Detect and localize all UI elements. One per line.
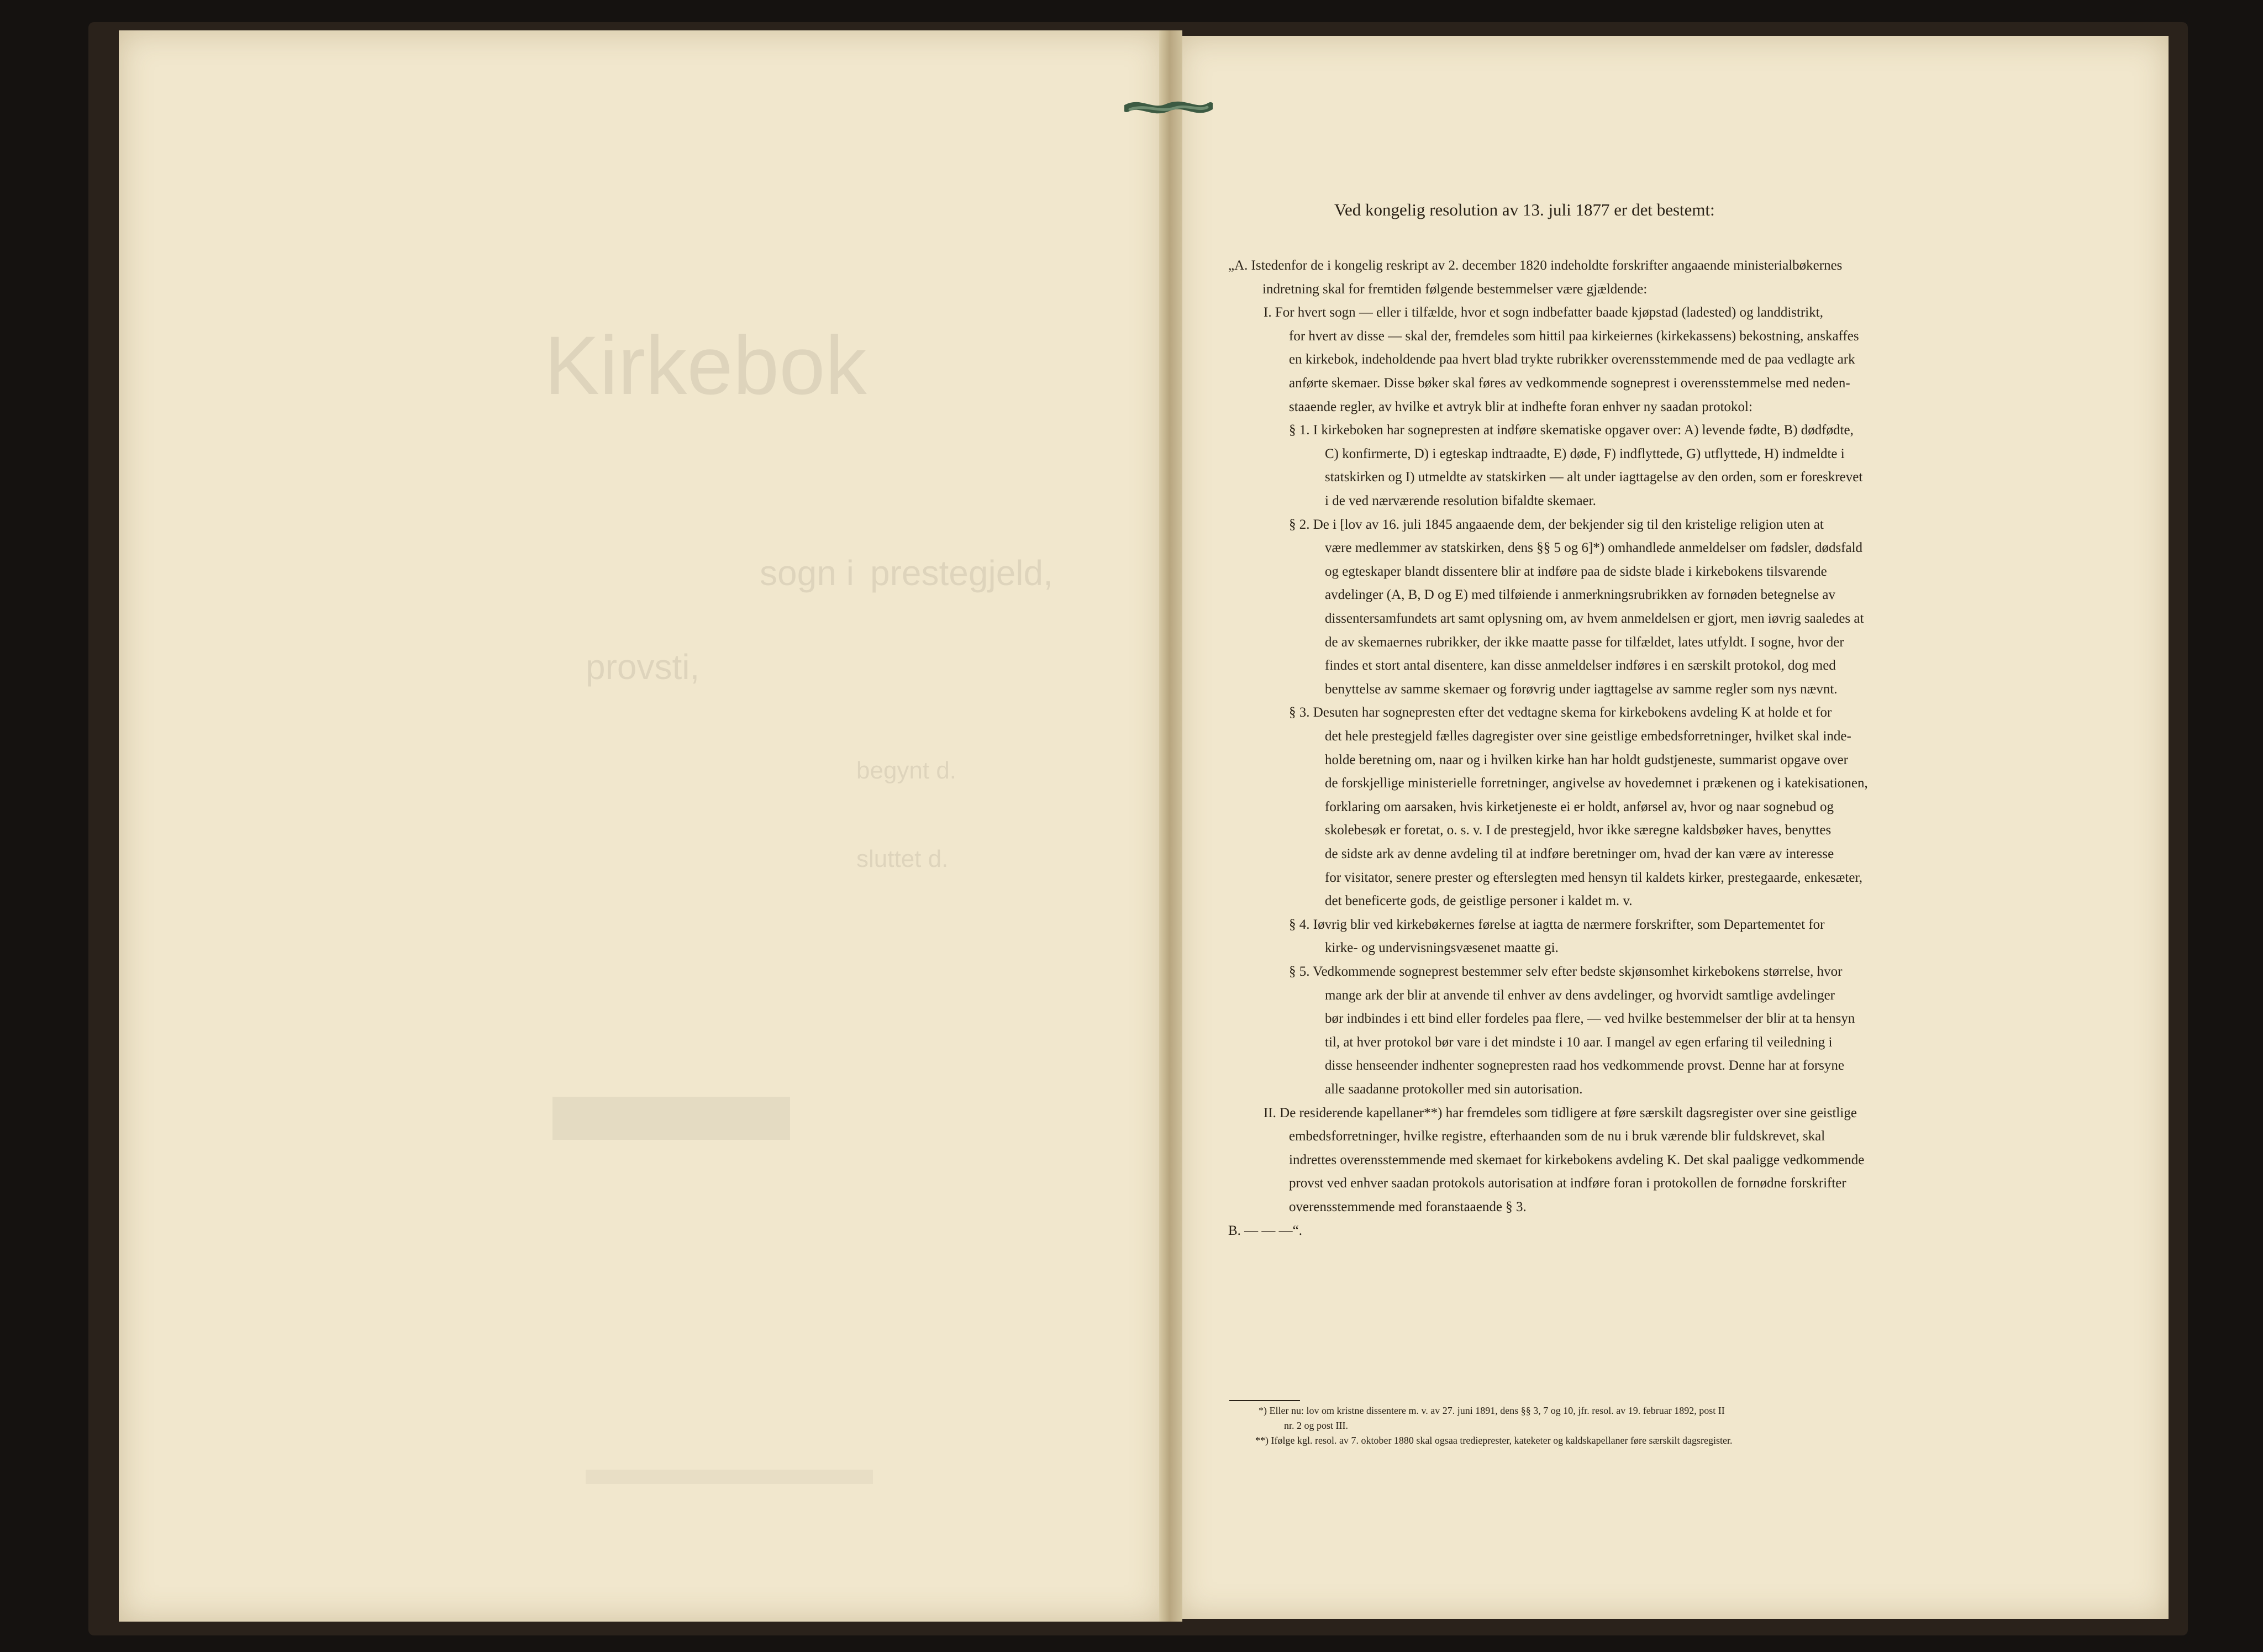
text-line: overensstemmende med foranstaaende § 3. — [1289, 1199, 1527, 1214]
faint-imprint — [586, 1470, 873, 1484]
text-line: findes et stort antal disentere, kan disse anmeldelser indføres i en særskilt protokol, dog med — [1325, 658, 1836, 673]
text-line: alle saadanne protokoller med sin autorisation. — [1325, 1082, 1583, 1097]
text-line: § 3. Desuten har sognepresten efter det vedtagne skema for kirkebokens avdeling K at holde et for — [1289, 705, 1832, 720]
text-line: de forskjellige ministerielle forretninger, angivelse av hovedemnet i prækenen og i katekisationen, — [1325, 776, 1868, 791]
text-line: og egteskaper blandt dissentere blir at indføre paa de sidste blade i kirkebokens tilsvarende — [1325, 564, 1827, 579]
text-line: kirke- og undervisningsvæsenet maatte gi. — [1325, 940, 1559, 955]
text-line: holde beretning om, naar og i hvilken kirke han har holdt gudstjeneste, summarist opgave over — [1325, 753, 1848, 767]
text-line: embedsforretninger, hvilke registre, efterhaanden som de nu i bruk værende blir fuldskrevet, skal — [1289, 1129, 1825, 1144]
text-line: indretning skal for fremtiden følgende bestemmelser være gjældende: — [1262, 282, 1648, 297]
text-line: for visitator, senere prester og efterslegten med hensyn til kaldets kirker, prestegaarde, enkesæter, — [1325, 870, 1863, 885]
footnote-line: *) Eller nu: lov om kristne dissentere m. v. av 27. juni 1891, dens §§ 3, 7 og 10, jfr. resol. av 19. februar 1892, post II — [1259, 1405, 1725, 1416]
text-line: til, at hver protokol bør vare i det mindste i 10 aar. I mangel av egen erfaring til veiledning i — [1325, 1035, 1833, 1050]
text-line: C) konfirmerte, D) i egteskap indtraadte, E) døde, F) indflyttede, G) utflyttede, H) indmeldte i — [1325, 446, 1845, 461]
faint-stamp — [552, 1097, 790, 1140]
text-line: § 1. I kirkeboken har sognepresten at indføre skematiske opgaver over: A) levende fødte, B) dødfødte, — [1289, 423, 1854, 438]
text-line: anførte skemaer. Disse bøker skal føres av vedkommende sogneprest i overensstemmelse med neden- — [1289, 376, 1850, 391]
text-line: indrettes overensstemmende med skemaet for kirkebokens avdeling K. Det skal paaligge vedkommende — [1289, 1153, 1865, 1167]
left-page — [119, 30, 1164, 1622]
book-spine — [1159, 30, 1182, 1622]
text-line: de av skemaernes rubrikker, der ikke maatte passe for tilfældet, lates utfyldt. I sogne, hvor der — [1325, 635, 1844, 650]
faint-title: Kirkebok — [544, 319, 867, 412]
text-line: I. For hvert sogn — eller i tilfælde, hvor et sogn indbefatter baade kjøpstad (ladested) og landdistrikt, — [1264, 305, 1823, 320]
text-line: en kirkebok, indeholdende paa hvert blad trykte rubrikker overensstemmende med de paa vedlagte ark — [1289, 352, 1855, 367]
text-line: „A. Istedenfor de i kongelig reskript av 2. december 1820 indeholdte forskrifter angaaende ministerialbøkernes — [1228, 258, 1843, 273]
faint-provsti: provsti, — [586, 647, 700, 687]
text-line: det beneficerte gods, de geistlige personer i kaldet m. v. — [1325, 893, 1633, 908]
text-line: B. — — —“. — [1228, 1223, 1303, 1238]
text-line: de sidste ark av denne avdeling til at indføre beretninger om, hvad der kan være av interesse — [1325, 846, 1834, 861]
text-line: mange ark der blir at anvende til enhver av dens avdelinger, og hvorvidt samtlige avdelinger — [1325, 988, 1835, 1003]
footnote-line: **) Ifølge kgl. resol. av 7. oktober 1880 skal ogsaa tredieprester, kateketer og kaldskapellaner føre særskilt dagsregister. — [1255, 1435, 1733, 1446]
text-line: benyttelse av samme skemaer og forøvrig under iagttagelse av samme regler som nys nævnt. — [1325, 682, 1838, 697]
text-line: det hele prestegjeld fælles dagregister over sine geistlige embedsforretninger, hvilket skal inde- — [1325, 729, 1851, 744]
text-line: § 5. Vedkommende sogneprest bestemmer selv efter bedste skjønsomhet kirkebokens størrelse, hvor — [1289, 964, 1843, 979]
text-line: skolebesøk er foretat, o. s. v. I de prestegjeld, hvor ikke særegne kaldsbøker haves, benyttes — [1325, 823, 1832, 838]
faint-begynt: begynt d. — [856, 757, 957, 784]
text-line: disse henseender indhenter sognepresten raad hos vedkommende provst. Denne har at forsyne — [1325, 1058, 1844, 1073]
faint-sluttet: sluttet d. — [856, 845, 949, 872]
text-line: staaende regler, av hvilke et avtryk blir at indhefte foran enhver ny saadan protokol: — [1289, 399, 1752, 414]
footnote-line: nr. 2 og post III. — [1284, 1420, 1348, 1431]
text-line: være medlemmer av statskirken, dens §§ 5 og 6]*) omhandlede anmeldelser om fødsler, dødsfald — [1325, 540, 1863, 555]
page-heading: Ved kongelig resolution av 13. juli 1877 er det bestemt: — [1334, 200, 1715, 219]
text-line: II. De residerende kapellaner**) har fremdeles som tidligere at føre særskilt dagsregister over sine geistlige — [1264, 1106, 1857, 1120]
text-line: forklaring om aarsaken, hvis kirketjeneste ei er holdt, anførsel av, hvor og naar sognebud og — [1325, 799, 1834, 814]
text-line: § 2. De i [lov av 16. juli 1845 angaaende dem, der bekjender sig til den kristelige religion uten at — [1289, 517, 1824, 532]
footnote-rule — [1229, 1400, 1300, 1401]
text-line: bør indbindes i ett bind eller fordeles paa flere, — ved hvilke bestemmelser der blir at ta hensyn — [1325, 1011, 1855, 1026]
text-line: § 4. Iøvrig blir ved kirkebøkernes førelse at iagtta de nærmere forskrifter, som Departementet for — [1289, 917, 1825, 932]
faint-sogn: sogn i — [760, 553, 854, 593]
binding-thread — [1124, 98, 1213, 117]
text-line: avdelinger (A, B, D og E) med tilføiende i anmerkningsrubrikken av fornøden betegnelse av — [1325, 587, 1836, 602]
text-line: provst ved enhver saadan protokols autorisation at indføre foran i protokollen de fornødne forskrifter — [1289, 1176, 1846, 1191]
text-line: dissentersamfundets art samt oplysning om, av hvem anmeldelsen er gjort, men iøvrig saaledes at — [1325, 611, 1864, 626]
text-line: for hvert av disse — skal der, fremdeles som hittil paa kirkeiernes (kirkekassens) bekostning, anskaffes — [1289, 329, 1859, 344]
text-line: i de ved nærværende resolution bifaldte skemaer. — [1325, 493, 1596, 508]
text-line: statskirken og I) utmeldte av statskirken — alt under iagttagelse av den orden, som er foreskrevet — [1325, 470, 1863, 485]
faint-prestegjeld: prestegjeld, — [870, 553, 1053, 593]
